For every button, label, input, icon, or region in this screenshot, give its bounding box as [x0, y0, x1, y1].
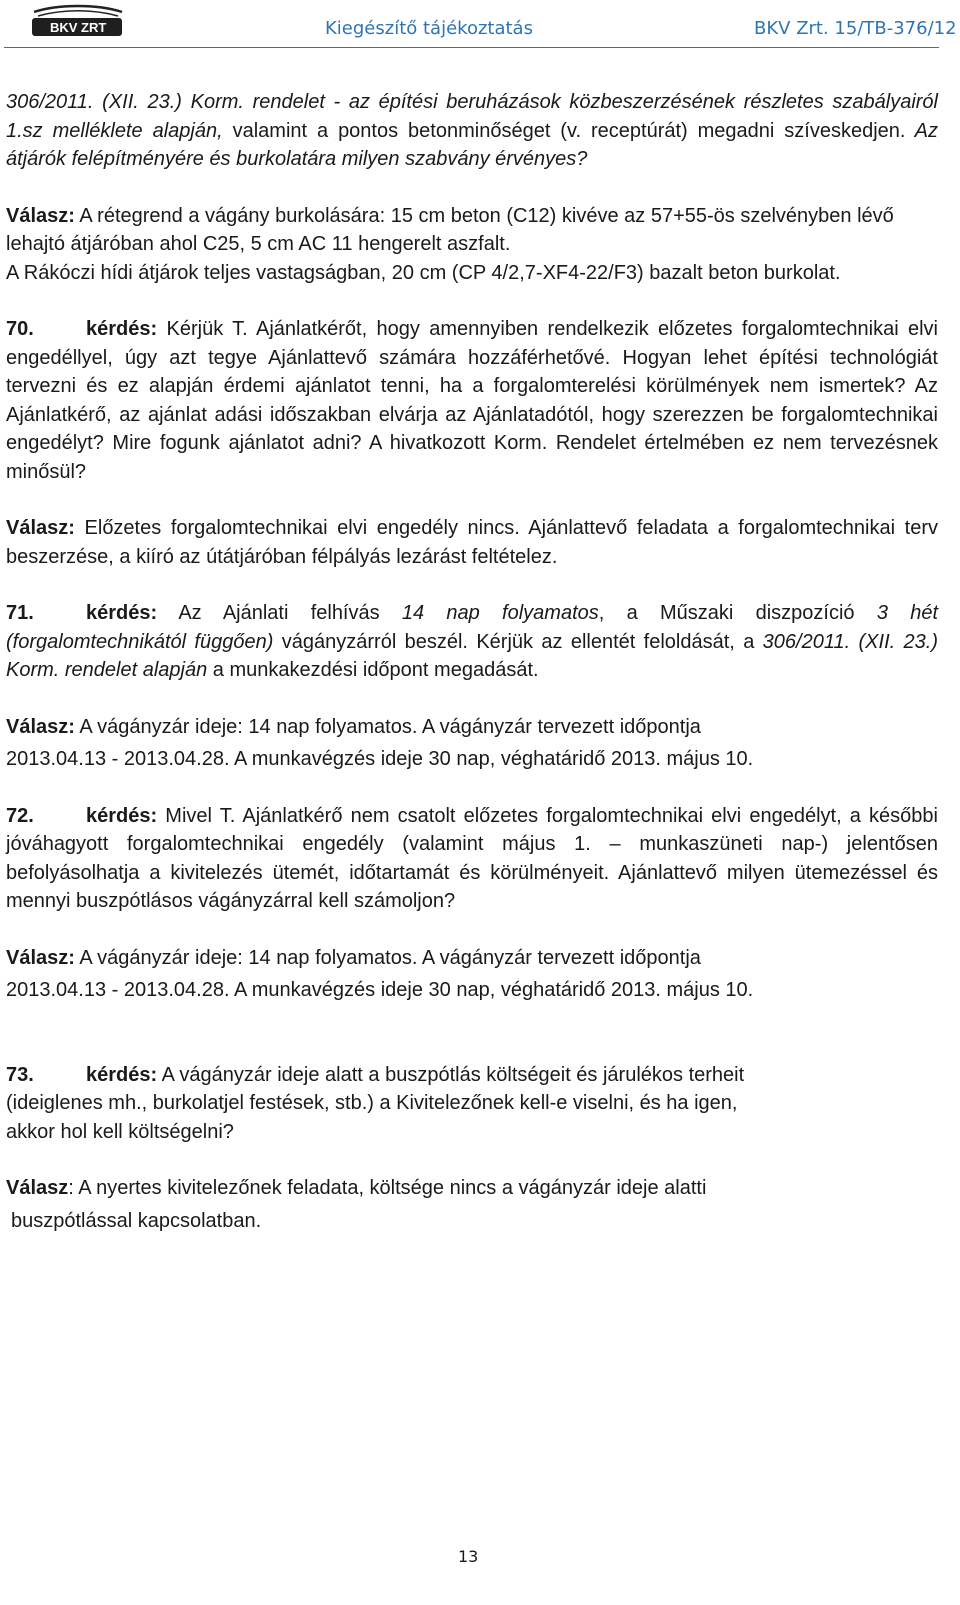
- question-70: 70. kérdés: Kérjük T. Ajánlatkérőt, hogy amennyiben rendelkezik előzetes forgalomtechnikai elvi engedéllyel, úgy azt tegye Ajánlattevő számára hozzáférhetővé. Hogyan lehet építési technológiát tervezni és ez alapján érdemi ajánlatot tenni, ha a forgalomterelési körülmények nem ismertek? Az Ajánlatkérő, az ajánlat adási időszakban elvárja az Ajánlatadótól, hogy szerezzen be forgalomtechnikai engedélyt? Mire fogunk ajánlatot adni? A hivatkozott Korm. Rendelet értelmében ez nem tervezésnek minősül?: [6, 315, 938, 486]
- question-73-line3: akkor hol kell költségelni?: [6, 1120, 234, 1143]
- answer-label: Válasz:: [6, 517, 75, 539]
- answer-label: Válasz:: [6, 715, 75, 738]
- answer-label: Válasz: [6, 1177, 69, 1199]
- question-number: 70.: [6, 318, 34, 340]
- document-body: [6, 88, 938, 1235]
- question-label: kérdés:: [86, 804, 158, 827]
- answer-label: Válasz:: [6, 946, 75, 969]
- question-label: kérdés:: [86, 318, 158, 340]
- answer-70: Válasz: Előzetes forgalomtechnikai elvi engedély nincs. Ajánlattevő feladata a forgalomtechnikai terv beszerzése, a kiíró az útátjáróban félpályás lezárást feltételez.: [6, 517, 938, 568]
- header-title: Kiegészítő tájékoztatás: [325, 18, 533, 39]
- answer-label: Válasz:: [6, 204, 75, 227]
- question-number: 72.: [6, 804, 34, 827]
- answer-69-line2: A Rákóczi hídi átjárok teljes vastagságban, 20 cm (CP 4/2,7-XF4-22/F3) bazalt beton burkolat.: [6, 261, 841, 284]
- question-71: 71. kérdés: Az Ajánlati felhívás 14 nap folyamatos, a Műszaki diszpozíció 3 hét (forgalomtechnikától függően) vágányzárról beszél. Kérjük az ellentét feloldását, a 306/2011. (XII. 23.) Korm. rendelet alapján a munkakezdési időpont megadását.: [6, 599, 938, 685]
- answer-73-line1: Válasz: A nyertes kivitelezőnek feladata, költsége nincs a vágányzár ideje alatti: [6, 1177, 707, 1199]
- intro-italic: 306/2011. (XII. 23.) Korm. rendelet - az építési beruházások közbeszerzésének részletes szabályairól 1.sz melléklete alapján,: [6, 91, 938, 142]
- answer-71-line2: 2013.04.13 - 2013.04.28. A munkavégzés ideje 30 nap, véghatáridő 2013. május 10.: [6, 748, 754, 770]
- page-header: [0, 0, 960, 50]
- answer-71-line1: Válasz: A vágányzár ideje: 14 nap folyamatos. A vágányzár tervezett időpontja: [6, 715, 701, 738]
- question-label: kérdés:: [86, 1063, 158, 1086]
- question-label: kérdés:: [86, 602, 158, 624]
- answer-73-line2: buszpótlással kapcsolatban.: [11, 1209, 262, 1232]
- header-divider: [4, 47, 939, 48]
- intro-paragraph: [6, 88, 938, 174]
- bkv-logo-icon: [28, 2, 126, 42]
- answer-69-line1: Válasz: A rétegrend a vágány burkolására: 15 cm beton (C12) kivéve az 57+55-ös szelvényben lévő lehajtó átjáróban ahol C25, 5 cm AC 11 hengerelt aszfalt.: [6, 204, 894, 255]
- answer-72-line1: Válasz: A vágányzár ideje: 14 nap folyamatos. A vágányzár tervezett időpontja: [6, 946, 701, 969]
- intro-normal: valamint a pontos betonminőséget (v. receptúrát) megadni szíveskedjen.: [222, 119, 906, 142]
- question-73-line1: 73. kérdés: A vágányzár ideje alatt a buszpótlás költségeit és járulékos terheit: [6, 1061, 938, 1090]
- answer-72-line2: 2013.04.13 - 2013.04.28. A munkavégzés ideje 30 nap, véghatáridő 2013. május 10.: [6, 979, 754, 1001]
- logo-text: BKV ZRT: [50, 20, 107, 35]
- intro-italic-2: Az átjárók felépítményére és burkolatára milyen szabvány érvényes?: [6, 119, 939, 170]
- question-73-line2: (ideiglenes mh., burkolatjel festések, stb.) a Kivitelezőnek kell-e viselni, és ha igen,: [6, 1092, 738, 1114]
- question-72: 72. kérdés: Mivel T. Ajánlatkérő nem csatolt előzetes forgalomtechnikai elvi engedélyt, a későbbi jóváhagyott forgalomtechnikai engedély (valamint május 1. – munkaszüneti nap-) jelentősen befolyásolhatja a kivitelezés ütemét, időtartamát és körülményeit. Ajánlattevő milyen ütemezéssel és mennyi buszpótlásos vágányzárral kell számoljon?: [6, 802, 938, 916]
- header-doc-ref: BKV Zrt. 15/TB-376/12: [754, 18, 957, 39]
- page-number: 13: [458, 1547, 479, 1566]
- question-number: 71.: [6, 602, 34, 624]
- question-number: 73.: [6, 1063, 34, 1086]
